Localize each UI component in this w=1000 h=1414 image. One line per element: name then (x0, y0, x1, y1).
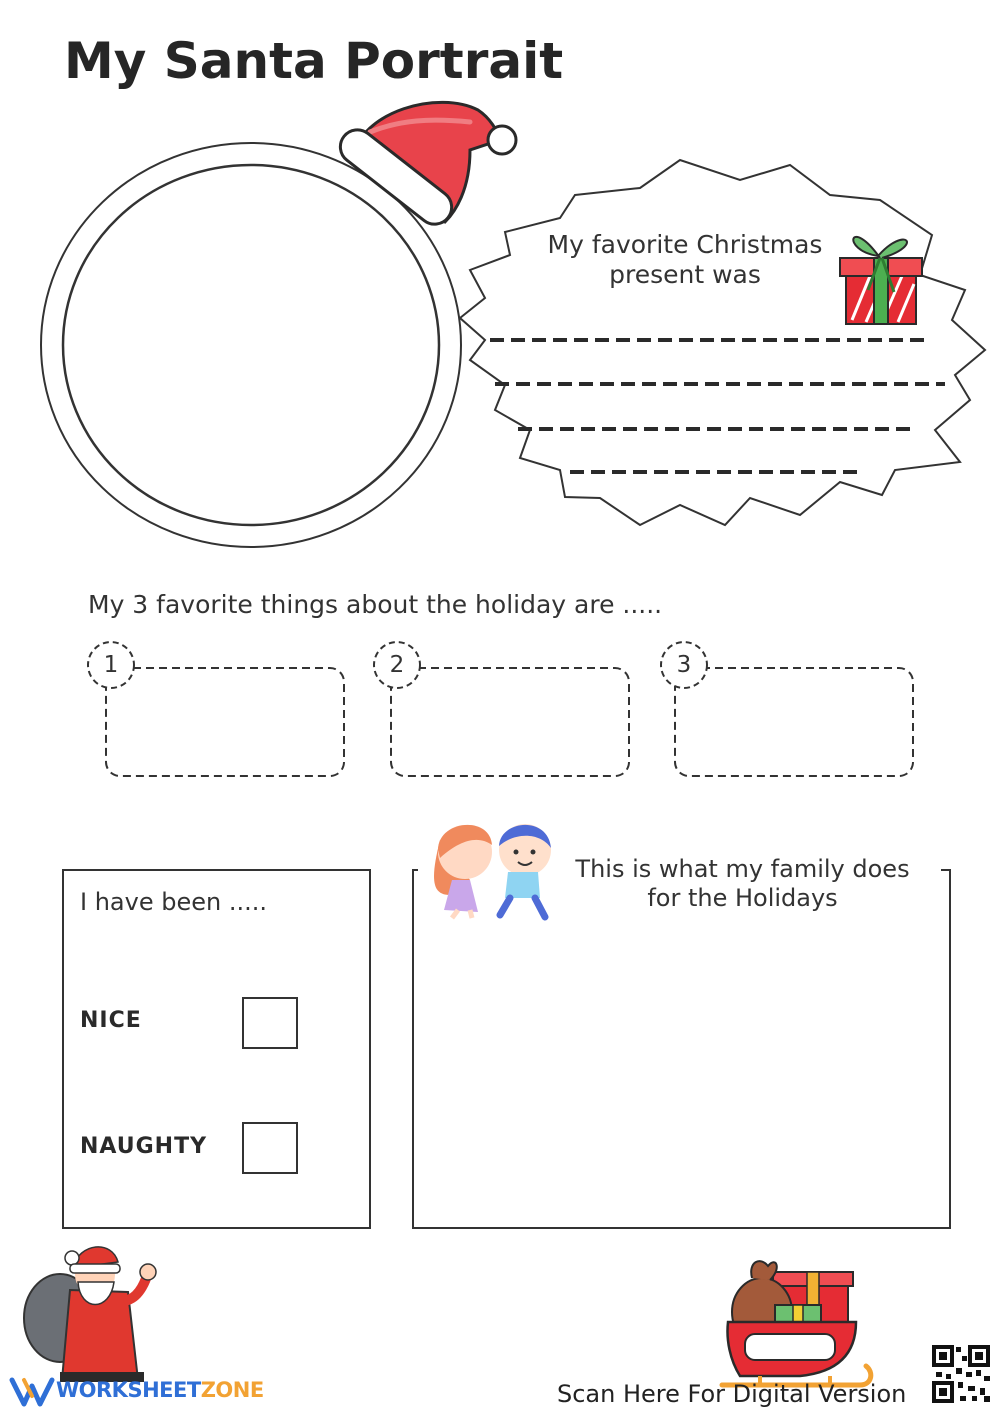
brand-part-2: ZONE (200, 1378, 264, 1402)
scan-label: Scan Here For Digital Version (557, 1380, 907, 1408)
naughty-label: NAUGHTY (80, 1134, 208, 1159)
family-panel[interactable] (413, 870, 950, 1228)
worksheet-zone-logo-icon (12, 1380, 52, 1404)
santa-hat-icon (334, 102, 516, 231)
kids-playing-icon (434, 824, 551, 918)
brand-name (56, 1378, 264, 1402)
santa-claus-icon (24, 1247, 156, 1382)
sleigh-with-gifts-icon (722, 1261, 871, 1385)
page-title: My Santa Portrait (64, 32, 564, 90)
favorite-number-3: 3 (676, 652, 692, 678)
family-label (555, 855, 930, 913)
favorite-number-1: 1 (103, 652, 119, 678)
behavior-label: I have been ..... (80, 888, 267, 916)
family-label-line-2: for the Holidays (647, 884, 838, 912)
favorites-prompt: My 3 favorite things about the holiday are ..... (88, 590, 663, 619)
brand-part-1: WORKSHEET (56, 1378, 201, 1402)
qr-code-icon (930, 1343, 992, 1405)
naughty-checkbox[interactable] (243, 1123, 297, 1173)
favorite-box-1[interactable] (106, 668, 344, 776)
portrait-frame (41, 143, 461, 547)
present-label-line-1: My favorite Christmas (547, 230, 823, 259)
nice-checkbox[interactable] (243, 998, 297, 1048)
nice-label: NICE (80, 1008, 142, 1033)
present-label (520, 230, 850, 290)
present-label-line-2: present was (609, 260, 761, 289)
favorite-box-3[interactable] (675, 668, 913, 776)
favorite-box-2[interactable] (391, 668, 629, 776)
favorite-number-2: 2 (389, 652, 405, 678)
behavior-panel (63, 870, 370, 1228)
family-label-line-1: This is what my family does (575, 855, 910, 883)
